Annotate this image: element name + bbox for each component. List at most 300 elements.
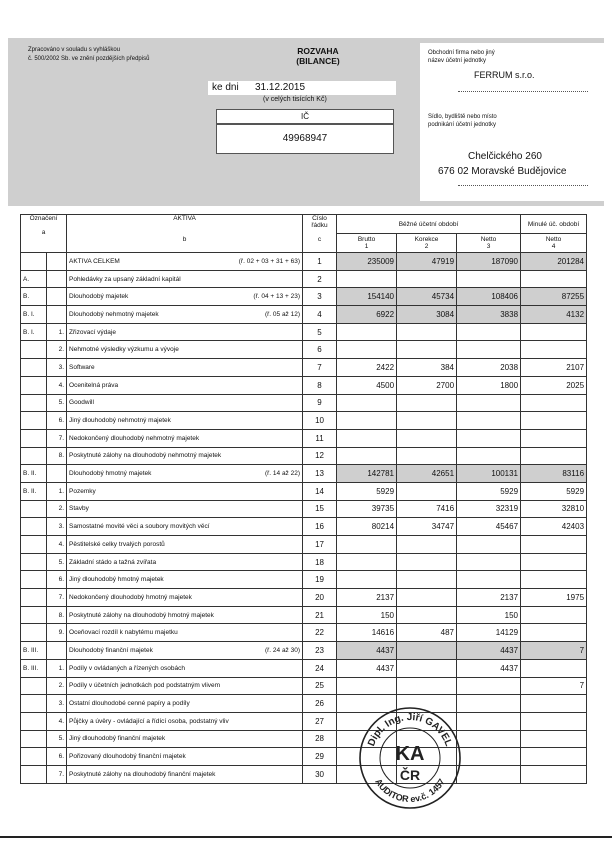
row-netto: 4437 — [457, 659, 521, 677]
row-description — [67, 518, 303, 536]
row-subnum: 1. — [47, 659, 67, 677]
row-desc-text: Stavby — [69, 505, 89, 513]
row-formula: (ř. 24 až 30) — [264, 646, 301, 654]
row-subnum: 9. — [47, 624, 67, 642]
row-netto-prev: 83116 — [521, 465, 587, 483]
row-brutto — [337, 341, 397, 359]
table-row — [21, 642, 587, 660]
row-netto: 45467 — [457, 518, 521, 536]
col-brutto-label: Brutto — [357, 236, 376, 243]
row-brutto: 5929 — [337, 482, 397, 500]
row-line-number: 1 — [303, 253, 337, 271]
row-description — [67, 253, 303, 271]
row-netto: 5929 — [457, 482, 521, 500]
row-korekce — [397, 394, 457, 412]
row-subnum — [47, 253, 67, 271]
assets-table — [20, 214, 587, 784]
row-mark: B. — [21, 288, 47, 306]
row-desc-text: Poskytnuté zálohy na dlouhodobý finanční majetek — [69, 770, 216, 778]
table-row — [21, 553, 587, 571]
row-subnum — [47, 465, 67, 483]
row-subnum: 7. — [47, 589, 67, 607]
row-netto-prev: 7 — [521, 677, 587, 695]
row-subnum: 5. — [47, 730, 67, 748]
table-row — [21, 447, 587, 465]
row-netto-prev: 2025 — [521, 376, 587, 394]
row-description — [67, 447, 303, 465]
row-description — [67, 376, 303, 394]
table-row — [21, 500, 587, 518]
col-aktiva-label: AKTIVA — [173, 215, 196, 222]
row-netto: 150 — [457, 606, 521, 624]
row-line-number: 19 — [303, 571, 337, 589]
row-mark — [21, 518, 47, 536]
row-brutto — [337, 394, 397, 412]
sub-a: a — [41, 229, 46, 236]
row-description — [67, 624, 303, 642]
sub-b: b — [182, 236, 187, 243]
row-line-number: 7 — [303, 359, 337, 377]
row-formula: (ř. 04 + 13 + 23) — [253, 293, 301, 301]
row-netto-prev — [521, 553, 587, 571]
row-desc-text: Jiný dlouhodobý nehmotný majetek — [69, 417, 171, 425]
row-korekce — [397, 323, 457, 341]
row-mark — [21, 500, 47, 518]
row-line-number: 2 — [303, 270, 337, 288]
row-netto — [457, 394, 521, 412]
row-subnum — [47, 288, 67, 306]
row-netto-prev: 201284 — [521, 253, 587, 271]
row-netto-prev: 32810 — [521, 500, 587, 518]
table-row — [21, 270, 587, 288]
row-line-number: 14 — [303, 482, 337, 500]
col-oznaceni-label: Označení — [29, 215, 58, 222]
row-desc-text: Základní stádo a tažná zvířata — [69, 558, 157, 566]
row-mark — [21, 712, 47, 730]
row-desc-text: Podíly v účetních jednotkách pod podstatným vlivem — [69, 682, 221, 690]
row-netto-prev — [521, 270, 587, 288]
row-korekce: 42651 — [397, 465, 457, 483]
table-row — [21, 677, 587, 695]
row-korekce — [397, 429, 457, 447]
row-mark — [21, 765, 47, 783]
sub-3: 3 — [486, 243, 491, 250]
row-line-number: 9 — [303, 394, 337, 412]
row-line-number: 15 — [303, 500, 337, 518]
row-netto-prev: 1975 — [521, 589, 587, 607]
row-subnum — [47, 642, 67, 660]
row-netto-prev — [521, 429, 587, 447]
row-brutto — [337, 571, 397, 589]
table-row — [21, 695, 587, 713]
ic-label: IČ — [216, 109, 394, 124]
col-cislo-1: Číslo — [312, 215, 327, 222]
row-description — [67, 695, 303, 713]
row-subnum: 7. — [47, 765, 67, 783]
row-netto-prev — [521, 624, 587, 642]
row-brutto: 4500 — [337, 376, 397, 394]
table-row — [21, 606, 587, 624]
table-row — [21, 589, 587, 607]
row-desc-text: Pěstitelské celky trvalých porostů — [69, 540, 165, 548]
col-oznaceni — [21, 215, 67, 253]
page-bottom-rule — [0, 836, 612, 838]
row-description — [67, 536, 303, 554]
row-netto-prev — [521, 412, 587, 430]
firm-seat-label-1: Sídlo, bydliště nebo místo — [428, 114, 497, 120]
row-desc-text: Pořizovaný dlouhodobý finanční majetek — [69, 753, 186, 761]
row-line-number: 4 — [303, 306, 337, 324]
row-netto — [457, 712, 521, 730]
row-subnum: 4. — [47, 712, 67, 730]
table-row — [21, 288, 587, 306]
row-korekce — [397, 606, 457, 624]
table-row — [21, 253, 587, 271]
row-brutto: 235009 — [337, 253, 397, 271]
row-line-number: 16 — [303, 518, 337, 536]
row-netto — [457, 571, 521, 589]
row-korekce: 45734 — [397, 288, 457, 306]
firm-street: Chelčického 260 — [468, 151, 542, 162]
row-netto — [457, 695, 521, 713]
table-row — [21, 624, 587, 642]
col-netto — [457, 234, 521, 253]
row-mark — [21, 341, 47, 359]
row-line-number: 13 — [303, 465, 337, 483]
row-korekce — [397, 412, 457, 430]
table-row — [21, 359, 587, 377]
table-row — [21, 465, 587, 483]
row-netto: 2038 — [457, 359, 521, 377]
col-netto-prev-label: Netto — [545, 236, 562, 243]
row-description — [67, 359, 303, 377]
table-row — [21, 536, 587, 554]
auditor-stamp — [358, 706, 462, 810]
row-mark — [21, 412, 47, 430]
col-brutto — [337, 234, 397, 253]
row-desc-text: Ocenitelná práva — [69, 381, 119, 389]
row-desc-text: Pozemky — [69, 487, 96, 495]
row-description — [67, 394, 303, 412]
compliance-line-2: č. 500/2002 Sb. ve znění pozdějších předpisů — [28, 56, 150, 62]
row-netto-prev — [521, 341, 587, 359]
row-line-number: 26 — [303, 695, 337, 713]
row-subnum: 2. — [47, 500, 67, 518]
row-desc-text: Samostatné movité věci a soubory movitých věcí — [69, 523, 210, 531]
row-brutto: 2422 — [337, 359, 397, 377]
sub-c: c — [317, 236, 322, 243]
row-brutto — [337, 323, 397, 341]
date-value: 31.12.2015 — [255, 82, 306, 93]
row-netto-prev: 2107 — [521, 359, 587, 377]
row-brutto: 4437 — [337, 642, 397, 660]
row-mark: A. — [21, 270, 47, 288]
units-note: (v celých tisících Kč) — [263, 96, 327, 103]
table-row — [21, 571, 587, 589]
row-netto-prev: 87255 — [521, 288, 587, 306]
col-cislo — [303, 215, 337, 253]
row-mark — [21, 429, 47, 447]
row-korekce: 34747 — [397, 518, 457, 536]
document-title — [248, 46, 388, 66]
row-netto: 187090 — [457, 253, 521, 271]
row-netto-prev — [521, 447, 587, 465]
row-netto: 4437 — [457, 642, 521, 660]
table-row — [21, 765, 587, 783]
row-netto: 100131 — [457, 465, 521, 483]
row-desc-text: Dlouhodobý finanční majetek — [69, 646, 153, 654]
row-korekce: 384 — [397, 359, 457, 377]
dotted-line — [458, 185, 588, 186]
row-netto-prev: 4132 — [521, 306, 587, 324]
table-body — [21, 253, 587, 784]
row-netto: 2137 — [457, 589, 521, 607]
row-netto-prev — [521, 659, 587, 677]
col-netto-prev — [521, 234, 587, 253]
row-formula: (ř. 05 až 12) — [264, 310, 301, 318]
row-mark: B. I. — [21, 306, 47, 324]
firm-box — [420, 43, 604, 201]
row-korekce — [397, 482, 457, 500]
row-description — [67, 730, 303, 748]
firm-name-label-1: Obchodní firma nebo jiný — [428, 50, 495, 56]
col-minule: Minulé úč. období — [521, 215, 587, 234]
row-subnum: 6. — [47, 748, 67, 766]
row-line-number: 6 — [303, 341, 337, 359]
table-row — [21, 518, 587, 536]
row-subnum: 7. — [47, 429, 67, 447]
sub-2: 2 — [424, 243, 429, 250]
row-line-number: 10 — [303, 412, 337, 430]
row-korekce — [397, 341, 457, 359]
row-subnum: 5. — [47, 394, 67, 412]
row-korekce — [397, 589, 457, 607]
row-line-number: 18 — [303, 553, 337, 571]
date-box — [208, 81, 396, 95]
row-mark — [21, 253, 47, 271]
row-brutto — [337, 270, 397, 288]
row-subnum: 3. — [47, 518, 67, 536]
row-korekce — [397, 571, 457, 589]
row-netto-prev — [521, 712, 587, 730]
table-row — [21, 323, 587, 341]
row-desc-text: Nehmotné výsledky výzkumu a vývoje — [69, 346, 179, 354]
row-description — [67, 677, 303, 695]
row-subnum: 4. — [47, 536, 67, 554]
row-description — [67, 606, 303, 624]
table-row — [21, 341, 587, 359]
row-brutto: 6922 — [337, 306, 397, 324]
row-brutto: 39735 — [337, 500, 397, 518]
row-description — [67, 589, 303, 607]
row-description — [67, 288, 303, 306]
row-desc-text: Půjčky a úvěry - ovládající a řídící osoba, podstatný vliv — [69, 717, 229, 725]
table-row — [21, 429, 587, 447]
row-netto-prev: 7 — [521, 642, 587, 660]
row-netto — [457, 270, 521, 288]
table-row — [21, 659, 587, 677]
row-mark: B. III. — [21, 642, 47, 660]
row-description — [67, 571, 303, 589]
row-desc-text: Ostatní dlouhodobé cenné papíry a podíly — [69, 700, 190, 708]
row-desc-text: Poskytnuté zálohy na dlouhodobý hmotný majetek — [69, 611, 214, 619]
row-netto-prev — [521, 695, 587, 713]
row-netto — [457, 748, 521, 766]
row-netto — [457, 765, 521, 783]
row-netto — [457, 447, 521, 465]
row-brutto: 2137 — [337, 589, 397, 607]
stamp-mark-bottom: ČR — [399, 767, 421, 783]
firm-name-label-2: název účetní jednotky — [428, 58, 487, 64]
row-korekce: 487 — [397, 624, 457, 642]
row-korekce: 47919 — [397, 253, 457, 271]
row-brutto — [337, 412, 397, 430]
row-subnum: 4. — [47, 376, 67, 394]
row-korekce: 2700 — [397, 376, 457, 394]
row-netto: 3838 — [457, 306, 521, 324]
row-korekce — [397, 642, 457, 660]
row-netto: 1800 — [457, 376, 521, 394]
col-korekce-label: Korekce — [414, 236, 439, 243]
row-description — [67, 642, 303, 660]
row-desc-text: Poskytnuté zálohy na dlouhodobý nehmotný majetek — [69, 452, 222, 460]
row-line-number: 8 — [303, 376, 337, 394]
row-subnum — [47, 306, 67, 324]
row-description — [67, 482, 303, 500]
row-line-number: 17 — [303, 536, 337, 554]
row-subnum: 8. — [47, 447, 67, 465]
row-mark — [21, 589, 47, 607]
row-line-number: 27 — [303, 712, 337, 730]
row-description — [67, 429, 303, 447]
col-bezne: Běžné účetní období — [337, 215, 521, 234]
row-korekce — [397, 677, 457, 695]
row-brutto — [337, 447, 397, 465]
firm-city: 676 02 Moravské Budějovice — [438, 166, 567, 177]
row-line-number: 25 — [303, 677, 337, 695]
row-subnum: 1. — [47, 323, 67, 341]
row-description — [67, 323, 303, 341]
firm-name-label — [428, 49, 495, 65]
row-korekce — [397, 536, 457, 554]
row-line-number: 5 — [303, 323, 337, 341]
row-netto-prev — [521, 606, 587, 624]
row-netto-prev — [521, 536, 587, 554]
row-description — [67, 553, 303, 571]
row-subnum: 6. — [47, 571, 67, 589]
row-subnum — [47, 270, 67, 288]
row-subnum: 2. — [47, 341, 67, 359]
row-netto-prev — [521, 765, 587, 783]
row-description — [67, 659, 303, 677]
row-desc-text: AKTIVA CELKEM — [69, 257, 120, 265]
row-description — [67, 270, 303, 288]
row-brutto — [337, 429, 397, 447]
row-mark — [21, 695, 47, 713]
row-line-number: 22 — [303, 624, 337, 642]
row-desc-text: Dlouhodobý majetek — [69, 293, 129, 301]
row-netto — [457, 412, 521, 430]
row-description — [67, 465, 303, 483]
row-brutto: 154140 — [337, 288, 397, 306]
row-mark — [21, 447, 47, 465]
row-desc-text: Software — [69, 363, 95, 371]
row-formula: (ř. 02 + 03 + 31 + 63) — [238, 257, 301, 265]
table-row — [21, 306, 587, 324]
row-desc-text: Goodwill — [69, 399, 94, 407]
row-desc-text: Dlouhodobý nehmotný majetek — [69, 310, 159, 318]
col-aktiva — [67, 215, 303, 253]
row-mark — [21, 536, 47, 554]
row-desc-text: Oceňovací rozdíl k nabytému majetku — [69, 629, 178, 637]
row-description — [67, 500, 303, 518]
row-description — [67, 412, 303, 430]
sub-1: 1 — [364, 243, 369, 250]
row-desc-text: Nedokončený dlouhodobý nehmotný majetek — [69, 434, 200, 442]
row-mark — [21, 677, 47, 695]
row-netto-prev — [521, 394, 587, 412]
ic-value: 49968947 — [216, 124, 394, 154]
row-korekce — [397, 553, 457, 571]
row-line-number: 11 — [303, 429, 337, 447]
row-line-number: 28 — [303, 730, 337, 748]
row-mark — [21, 571, 47, 589]
row-desc-text: Podíly v ovládaných a řízených osobách — [69, 664, 185, 672]
row-mark — [21, 394, 47, 412]
row-line-number: 21 — [303, 606, 337, 624]
row-netto — [457, 730, 521, 748]
table-row — [21, 376, 587, 394]
compliance-note — [28, 46, 149, 64]
header-panel — [8, 38, 604, 206]
row-netto — [457, 536, 521, 554]
row-netto — [457, 677, 521, 695]
subtitle: (BILANCE) — [296, 56, 340, 66]
row-mark — [21, 359, 47, 377]
row-desc-text: Jiný dlouhodobý finanční majetek — [69, 735, 166, 743]
row-subnum: 1. — [47, 482, 67, 500]
firm-seat-label — [428, 113, 497, 129]
table-row — [21, 394, 587, 412]
row-netto-prev — [521, 571, 587, 589]
row-mark: B. II. — [21, 482, 47, 500]
dotted-line — [458, 91, 588, 92]
row-description — [67, 306, 303, 324]
row-mark — [21, 748, 47, 766]
row-description — [67, 341, 303, 359]
row-brutto: 80214 — [337, 518, 397, 536]
row-line-number: 30 — [303, 765, 337, 783]
row-line-number: 3 — [303, 288, 337, 306]
row-formula: (ř. 14 až 22) — [264, 470, 301, 478]
row-desc-text: Jiný dlouhodobý hmotný majetek — [69, 576, 164, 584]
row-korekce — [397, 447, 457, 465]
row-netto — [457, 553, 521, 571]
stamp-top-text: Dipl. Ing. Jiří GAVEL — [366, 711, 454, 748]
row-mark: B. II. — [21, 465, 47, 483]
row-mark — [21, 730, 47, 748]
title: ROZVAHA — [297, 46, 339, 56]
row-description — [67, 712, 303, 730]
firm-seat-label-2: podnikání účetní jednotky — [428, 122, 497, 128]
col-cislo-2: řádku — [311, 222, 328, 229]
row-line-number: 12 — [303, 447, 337, 465]
row-mark — [21, 624, 47, 642]
row-desc-text: Dlouhodobý hmotný majetek — [69, 470, 152, 478]
compliance-line-1: Zpracováno v souladu s vyhláškou — [28, 47, 121, 53]
row-line-number: 29 — [303, 748, 337, 766]
row-netto: 32319 — [457, 500, 521, 518]
